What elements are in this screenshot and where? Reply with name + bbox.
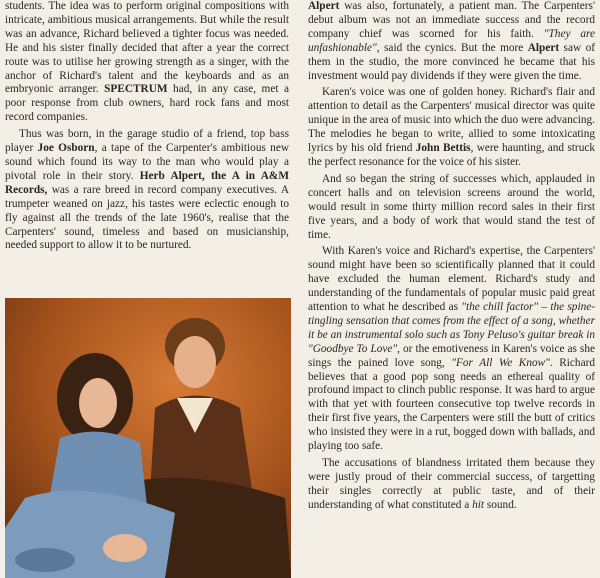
right-paragraph-1 — [308, 0, 595, 83]
text: students. The idea was to perform original compositions with intricate, ambitious musical arrangements. But while the result was an advance, Richard believed a tighter focus was needed. He and his sister finally decided that after a year the correct route was to utilise her growing strength as a singer, with the anchor of Richard's talent and the keyboards and as an embryonic arranger. — [5, 0, 289, 96]
text: had, in any case, met a poor response from club owners, hard rock fans and most record companies. — [5, 83, 289, 124]
text: Thus was born, in the garage studio of a friend, top bass player — [5, 128, 289, 155]
left-paragraph-1 — [5, 0, 289, 125]
bold-text: John Bettis — [415, 142, 471, 155]
text: was also, fortunately, a patient man. The Carpenters' debut album was not an immediate success and the record company chief was scorned for his faith. — [308, 0, 595, 40]
right-paragraph-3: And so began the string of successes which, applauded in concert halls and on television screens around the world, would result in some thirty million record sales in their first five years, and a body of work that would stand the test of time. — [308, 172, 595, 241]
text: The accusations of blandness irritated them because they were justly proud of their commercial success, of targetting their singles correctly at public taste, and of their understanding of what constituted a — [308, 457, 595, 511]
bold-text: Joe Osborn — [37, 142, 95, 155]
italic-text: "They are unfashionable" — [308, 27, 595, 54]
left-column — [5, 0, 289, 256]
right-paragraph-2 — [308, 86, 595, 169]
text: . Richard believes that a good pop song needs an ethereal quality of profound impact to clinch public response. It was hard to argue with that yet with fourteen consecutive top twelve records in their first five years, the Carpenters were still the butt of critics who insisted they were in a rut, bogged down with ballads, and playing too safe. — [308, 356, 595, 453]
text: , or the emotiveness in Karen's voice as she sings the pained love song, — [308, 342, 595, 369]
right-paragraph-5 — [308, 457, 595, 513]
text: , were haunting, and struck the perfect resonance for the voice of his sister. — [308, 142, 596, 168]
text: With Karen's voice and Richard's expertise, the Carpenters' sound might have been so scientifically planned that it could have excluded the human element. Richard's study and understanding of the fundamentals of popular music paid great attention to what he described as — [308, 245, 595, 314]
left-paragraph-2 — [5, 128, 289, 253]
text: saw of them in the studio, the more convinced he became that his investment would pay dividends if they were given the time. — [308, 41, 595, 82]
italic-text: "the chill factor" – the spine-tingling sensation that comes from the effect of a song, whether it be an instrumental solo such as Tony Peluso's guitar break in "Goodbye To Love" — [308, 301, 596, 355]
bold-text: Herb Alpert, the A in A&M Records, — [5, 169, 289, 196]
italic-text: hit — [472, 498, 485, 511]
text: was a rare breed in record company executives. A trumpeter weaned on jazz, his tastes were eclectic enough to fly against all the trends of the late 1960's, realise that the Carpenters' sound, timeless and based on musicianship, needed support to allow it to be nurtured. — [5, 183, 289, 252]
text: , said the cynics. But the more — [376, 41, 528, 54]
right-paragraph-4 — [308, 245, 595, 454]
bold-text: Alpert — [527, 41, 560, 54]
text: Karen's voice was one of golden honey. Richard's flair and attention to detail as the Carpenters' musical director was quite unique in the area of music into which the duo were advancing. The melodies he began to write, allied to some intoxicating lyrics by his old friend — [308, 86, 595, 155]
text: sound. — [484, 498, 517, 511]
carpenters-photo-illustration — [5, 298, 291, 578]
bold-text: SPECTRUM — [104, 83, 168, 96]
italic-text: "For All We Know" — [451, 356, 550, 369]
right-column — [308, 0, 595, 516]
carpenters-photo — [5, 298, 291, 578]
text: , a tape of the Carpenter's ambitious new sound which found its way to the man who would play a pivotal role in their story. — [5, 142, 290, 182]
bold-text: Alpert — [308, 0, 340, 12]
